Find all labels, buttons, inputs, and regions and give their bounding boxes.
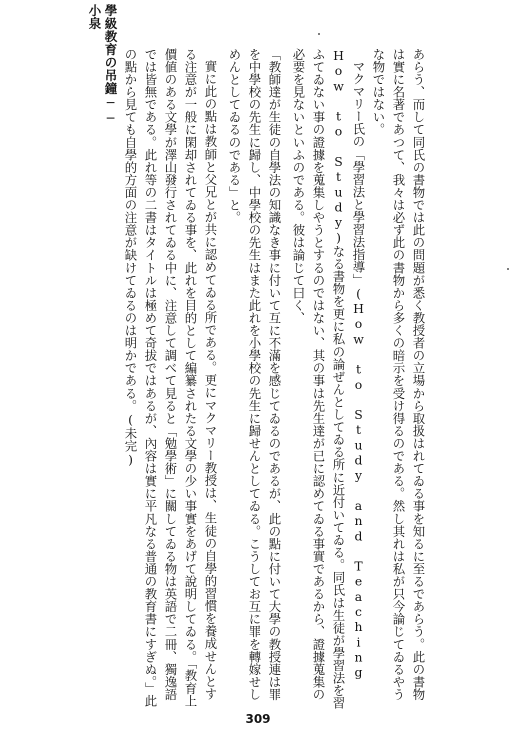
- paragraph-2: マクマリー氏の「學習法と學習法指導」(How to Study and Teaching How to Study)なる書物を更に私の論ぜんとしてゐる所に近付いてゐる。同氏は生徒が學習法を習ふてゐない事の證據を蒐集しやうとするのではない、其の事は先生達が已に認めてゐる事實であるから、證據蒐集の必要を見ないといふのである。彼は論じて曰く、: [291, 48, 366, 710]
- print-speck-mark: [318, 33, 320, 35]
- page-number: 309: [245, 712, 271, 726]
- running-header: 學級教育の吊鐘──小泉: [87, 4, 118, 126]
- paragraph-3-quote: 「教師達が生徒の自學法の知識なき事に付いて互に不滿を感じてゐるのであるが、此の點に付いて大學の教授連は罪を中學校の先生に歸し、中學校の先生はまた此れを小學校の先生に歸せんとしてゐる。こうしてお互に罪を轉嫁せしめんとしてゐるのである」と。: [227, 48, 282, 701]
- body-text: [30, 48, 428, 712]
- paragraph-1: あらう、而して同氏の書物では此の問題が悉く教授者の立場から取扱はれてゐる事を知るに至るであらう。此の書物は實に名著であつて、我々は必ず此の書物から多くの暗示を受け得るのである。然し其れは私が只今論じてゐるやうな物ではない。: [371, 48, 426, 701]
- print-speck-mark: [507, 268, 509, 270]
- paragraph-4: 實に此の點は教師と父兄とが共に認めてゐる所である。更にマクマリー教授は、生徒の自學的習慣を養成せんとする注意が一般に閑却されてゐる事を、此れを目的として編纂されたる文學の少い事實をあげて說明してゐる。「教育上價値のある文學が澤山發行されてゐる中に、注意して調べて見ると「勉學術」に關してゐる物は英語で二冊、獨逸語では皆無である。此れ等の二書はタイトルは極めて奇拔ではあるが、內容は實に平凡なる普通の教育書にすぎぬ。」此の點から見ても自學的方面の注意が缺けてゐるのは明かである。(未完): [123, 48, 218, 707]
